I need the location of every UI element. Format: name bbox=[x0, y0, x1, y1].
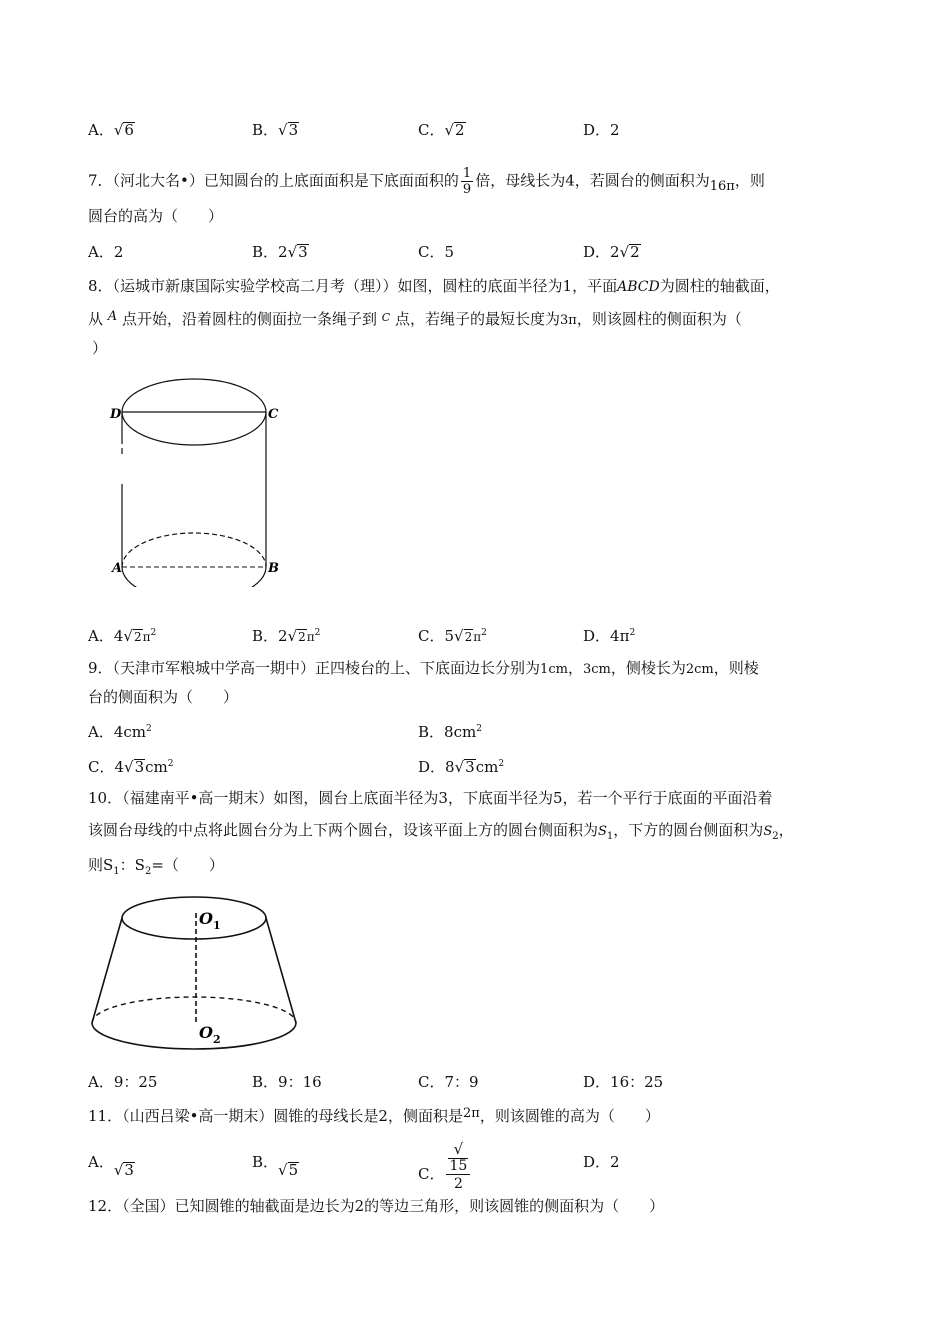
label-a: A bbox=[112, 561, 123, 576]
frustum-bottom-back-arc bbox=[92, 997, 296, 1023]
q9-option-d: D．$8√3cm^2$ bbox=[418, 758, 505, 776]
q6-option-c: C．√2 bbox=[418, 121, 465, 139]
q8-option-b: B．$2√2\pi^2$ bbox=[252, 627, 321, 645]
q10-option-d: D．16：25 bbox=[583, 1073, 664, 1091]
q10-option-c: C．7：9 bbox=[418, 1073, 479, 1091]
q7-stem-line2: 圆台的高为（ ） bbox=[88, 207, 224, 225]
q8-cylinder-figure bbox=[108, 372, 288, 587]
q11-option-d: D．2 bbox=[583, 1153, 620, 1171]
q8-option-d: D．$4\pi^2$ bbox=[583, 627, 636, 645]
q7-stem-line1: 7．（河北大名•）已知圆台的上底面面积是下底面面积的 $\frac{1}{9}$ 倍，母线长为4，若圆台的侧面积为16π，则 bbox=[88, 166, 765, 197]
frustum-right-generatrix bbox=[266, 918, 296, 1023]
cylinder-bottom-back-arc bbox=[122, 533, 266, 567]
q7-option-c: C．5 bbox=[418, 243, 455, 261]
q11-option-c: C． √ 15 2 bbox=[418, 1140, 472, 1193]
q10-stem-line3: 则$S_1$：$S_2=$（ ） bbox=[88, 856, 224, 877]
frustum-top-ellipse bbox=[122, 897, 266, 939]
q10-option-a: A．9：25 bbox=[88, 1073, 158, 1091]
q10-stem-line1: 10．（福建南平•高一期末）如图，圆台上底面半径为3，下底面半径为5，若一个平行于底面的平面沿着 bbox=[88, 789, 773, 807]
label-d: D bbox=[110, 407, 122, 422]
q9-option-b: B．$8cm^2$ bbox=[418, 723, 482, 741]
q9-option-c: C．$4√3cm^2$ bbox=[88, 758, 174, 776]
q11-option-b: B．√5 bbox=[252, 1153, 299, 1179]
q11-stem-line1: 11．（山西吕梁•高一期末）圆锥的母线长是2，侧面积是2π，则该圆锥的高为（ ） bbox=[88, 1106, 660, 1125]
q10-option-b: B．9：16 bbox=[252, 1073, 322, 1091]
q10-frustum-figure bbox=[88, 893, 303, 1053]
q10-stem-line2: 该圆台母线的中点将此圆台分为上下两个圆台，设该平面上方的圆台侧面积为$S_1$，下方的圆台侧面积为$S_2$， bbox=[88, 821, 794, 842]
label-c: C bbox=[268, 407, 279, 422]
frustum-left-generatrix bbox=[92, 918, 122, 1023]
q8-option-a: A．$4√2\pi^2$ bbox=[88, 627, 157, 645]
frustum-bottom-front-arc bbox=[92, 1023, 296, 1049]
cylinder-bottom-front-arc bbox=[122, 567, 266, 587]
q8-stem-line1: 8．（运城市新康国际实验学校高二月考（理））如图，圆柱的底面半径为1，平面ABCD为圆柱的轴截面， bbox=[88, 277, 780, 295]
q7-option-b: B．2√3 bbox=[252, 243, 308, 261]
q8-stem-line3: ） bbox=[92, 339, 108, 357]
q8-option-c: C．$5√2\pi^2$ bbox=[418, 627, 487, 645]
q7-fraction: $\frac{1}{9}$ bbox=[462, 166, 472, 197]
label-o1: $O_1$ bbox=[199, 909, 221, 932]
q9-stem-line1: 9．（天津市军粮城中学高一期中）正四棱台的上、下底面边长分别为1cm，3cm，侧棱长为2cm，则棱 bbox=[88, 659, 759, 677]
label-o2: $O_2$ bbox=[199, 1023, 221, 1046]
q12-stem-line1: 12．（全国）已知圆锥的轴截面是边长为2的等边三角形，则该圆锥的侧面积为（ ） bbox=[88, 1197, 665, 1215]
q9-option-a: A．$4cm^2$ bbox=[88, 723, 152, 741]
q6-option-b: B．√3 bbox=[252, 121, 299, 139]
q7-option-d: D．2√2 bbox=[583, 243, 640, 261]
label-b: B bbox=[268, 561, 279, 576]
q11-option-a: A．√3 bbox=[88, 1153, 134, 1179]
q6-option-a: A．√6 bbox=[88, 121, 134, 139]
q6-option-d: D．2 bbox=[583, 121, 620, 139]
q8-stem-line2: 从 A 点开始，沿着圆柱的侧面拉一条绳子到 $^C$ 点，若绳子的最短长度为3π，则该圆柱的侧面积为（ bbox=[88, 309, 742, 328]
q9-stem-line2: 台的侧面积为（ ） bbox=[88, 688, 239, 706]
q7-option-a: A．2 bbox=[88, 243, 124, 261]
